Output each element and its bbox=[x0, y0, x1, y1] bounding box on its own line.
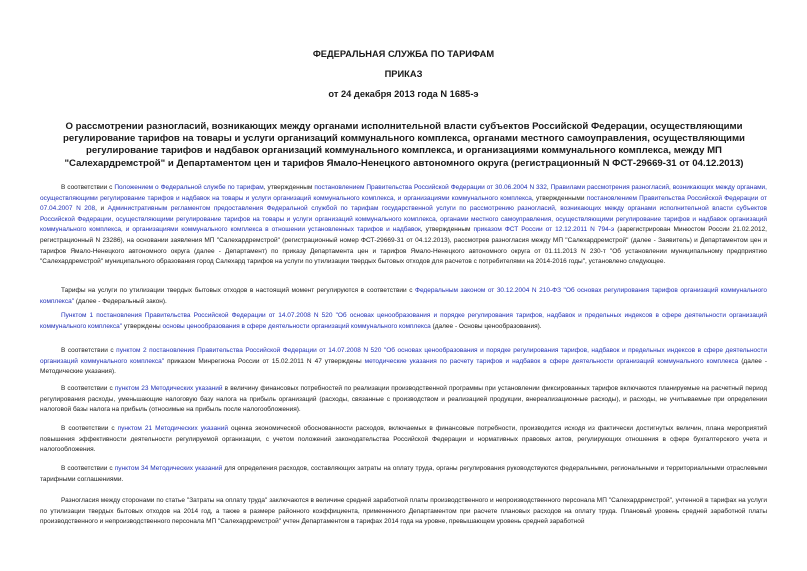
paragraph-6: В соответствии с пунктом 21 Методических указаний оценка экономической обоснованности расходов, включаемых в финансовые потребности, производится исходя из фактически достигнутых величин, плана мероприятий повышения эффективности деятельности регулируемой организации, с учетом положений законодательства Российской Федерации и нормативных правовых актов, регулирующих отношения в сфере бухгалтерского учета и налогообложения. bbox=[40, 425, 767, 454]
agency-heading: ФЕДЕРАЛЬНАЯ СЛУЖБА ПО ТАРИФАМ bbox=[312, 49, 495, 59]
paragraph-5: В соответствии с пунктом 23 Методических указаний в величину финансовых потребностей по реализации производственной программы при установлении фиксированных тарифов включаются планируемые на расчетный период регулирования расходы, уменьшающие налоговую базу налога на прибыль организаций (расходы, связанные с производством и реализацией продукции, внереализационные расходы), и расходы, не учитываемые при определении налоговой базы налога на прибыль (относимые на прибыль после налогообложения). bbox=[40, 385, 767, 414]
link-guidelines-p23[interactable]: пунктом 23 Методических указаний bbox=[114, 385, 223, 392]
paragraph-3: Пунктом 1 постановления Правительства Российской Федерации от 14.07.2008 N 520 "Об основах ценообразования и порядке регулирования тарифов, надбавок и предельных индексов в сфере деятельности организаций коммунального комплекса" утверждены основы ценообразования в сфере деятельности организаций коммунального комплекса (далее - Основы ценообразования). bbox=[40, 312, 767, 330]
paragraph-8: Разногласия между сторонами по статье "Затраты на оплату труда" заключаются в величине средней заработной платы производственного и непроизводственного персонала МП "Салехардремстрой", учтенной в тарифах на услуги по утилизации твердых бытовых отходов на 2014 год, а также в размере районного коэффициента, примененного Департаментом при расчете плановых расходов на оплату труда. Плановый уровень средней заработной платы производственного и непроизводственного персонала МП "Салехардремстрой" учтен Департаментом в тарифах 2014 года на уровне, превышающем уровень средней заработной bbox=[40, 497, 767, 526]
link-resolution-520-p2[interactable]: пунктом 2 постановления Правительства Российской Федерации от 14.07.2008 N 520 "Об основах ценообразования и порядке регулирования тарифов, надбавок и предельных индексов в сфере деятельности организаций коммунального комплекса" bbox=[40, 347, 768, 365]
link-guidelines-p21[interactable]: пунктом 21 Методических указаний bbox=[117, 425, 228, 432]
link-federal-law-210[interactable]: Федеральным законом от 30.12.2004 N 210-ФЗ "Об основах регулирования тарифов организаций коммунального комплекса" bbox=[40, 287, 767, 305]
document-title: О рассмотрении разногласий, возникающих между органами исполнительной власти субъектов Российской Федерации, осуществляющими регулирование тарифов на товары и услуги организаций коммунального комплекса, органами местного самоуправления, осуществляющими регулирование тарифов и надбавок организаций коммунального комплекса, и организациями коммунального комплекса, между МП "Салехардремстрой" и Департаментом цен и тарифов Ямало-Ненецкого автономного округа (регистрационный N ФСТ-29669-31 от 04.12.2013) bbox=[63, 121, 745, 169]
link-admin-regulation[interactable]: Административным регламентом предоставления Федеральной службой по тарифам государственной услуги по рассмотрению разногласий, возникающих между органами исполнительной власти субъектов Российской Федерации, осуществляющими регулирование тарифов на товары и услуги организаций коммунального комплекса, органами местного самоуправления, осуществляющими регулирование тарифов и надбавок организаций коммунального комплекса, и организациями коммунального комплекса в отношении установленных тарифов и надбавок bbox=[40, 205, 767, 234]
doc-date-number: от 24 декабря 2013 года N 1685-э bbox=[328, 89, 479, 99]
link-order-794[interactable]: приказом ФСТ России от 12.12.2011 N 794-э bbox=[473, 226, 615, 234]
paragraph-2: Тарифы на услуги по утилизации твердых бытовых отходов в настоящий момент регулируются в соответствии с Федеральным законом от 30.12.2004 N 210-ФЗ "Об основах регулирования тарифов организаций коммунального комплекса" (далее - Федеральный закон). bbox=[40, 287, 767, 305]
link-resolution-332[interactable]: постановлением Правительства Российской Федерации от 30.06.2004 N 332 bbox=[314, 184, 547, 191]
paragraph-7: В соответствии с пунктом 34 Методических указаний для определения расходов, составляющих затраты на оплату труда, органы регулирования руководствуются федеральными, региональными и территориальными отраслевыми тарифными соглашениями. bbox=[40, 465, 768, 483]
link-fst-regulation[interactable]: Положением о Федеральной службе по тарифам bbox=[114, 184, 264, 191]
link-pricing-basics[interactable]: основы ценообразования в сфере деятельности организаций коммунального комплекса bbox=[162, 322, 431, 330]
paragraph-4: В соответствии с пунктом 2 постановления Правительства Российской Федерации от 14.07.2008 N 520 "Об основах ценообразования и порядке регулирования тарифов, надбавок и предельных индексов в сфере деятельности организаций коммунального комплекса" приказом Минрегиона России от 15.02.2011 N 47 утверждены методические указания по расчету тарифов и надбавок в сфере деятельности организаций коммунального комплекса (далее - Методические указания). bbox=[40, 347, 768, 376]
link-resolution-208[interactable]: постановлением Правительства Российской Федерации от 07.04.2007 N 208 bbox=[40, 194, 767, 213]
link-disagreement-rules[interactable]: Правилами рассмотрения разногласий, возникающих между органами, осуществляющими регулирование тарифов и надбавок на товары и услуги организаций коммунального комплекса, и организациями коммунального комплекса bbox=[40, 184, 767, 202]
link-methodical-guidelines[interactable]: методические указания по расчету тарифов и надбавок в сфере деятельности организаций коммунального комплекса bbox=[364, 357, 739, 365]
doc-type-heading: ПРИКАЗ bbox=[384, 69, 423, 79]
link-guidelines-p34[interactable]: пунктом 34 Методических указаний bbox=[114, 465, 223, 472]
paragraph-1: В соответствии с Положением о Федеральной службе по тарифам, утвержденным постановлением Правительства Российской Федерации от 30.06.2004 N 332, Правилами рассмотрения разногласий, возникающих между органами, осуществляющими регулирование тарифов и надбавок на товары и услуги организаций коммунального комплекса, и организациями коммунального комплекса, утвержденными постановлением Правительства Российской Федерации от 07.04.2007 N 208, и Административным регламентом предоставления Федеральной службой по тарифам государственной услуги по рассмотрению разногласий, возникающих между органами исполнительной власти субъектов Российской Федерации, осуществляющими регулирование тарифов на товары и услуги организаций коммунального комплекса, органами местного самоуправления, осуществляющими регулирование тарифов и надбавок организаций коммунального комплекса, и организациями коммунального комплекса в отношении установленных тарифов и надбавок, утвержденным приказом ФСТ России от 12.12.2011 N 794-э (зарегистрирован Минюстом России 21.02.2012, регистрационный N 23286), на основании заявления МП "Салехардремстрой" (регистрационный номер ФСТ-29669-31 от 04.12.2013), рассмотрев разногласия между МП "Салехардремстрой" (далее - Заявитель) и Департаментом цен и тарифов Ямало-Ненецкого автономного округа (далее - Департамент) по приказу Департамента цен и тарифов Ямало-Ненецкого автономного округа от 01.11.2013 N 230-т "Об установлении муниципальному предприятию "Салехардремстрой" муниципального образования город Салехард тарифов на услуги по утилизации твердых бытовых отходов для расчетов с потребителями на 2014-2016 годы", установлено следующее. bbox=[40, 184, 767, 266]
link-resolution-520-p1[interactable]: Пунктом 1 постановления Правительства Российской Федерации от 14.07.2008 N 520 "Об основах ценообразования и порядке регулирования тарифов, надбавок и предельных индексов в сфере деятельности организаций коммунального комплекса" bbox=[40, 312, 767, 330]
